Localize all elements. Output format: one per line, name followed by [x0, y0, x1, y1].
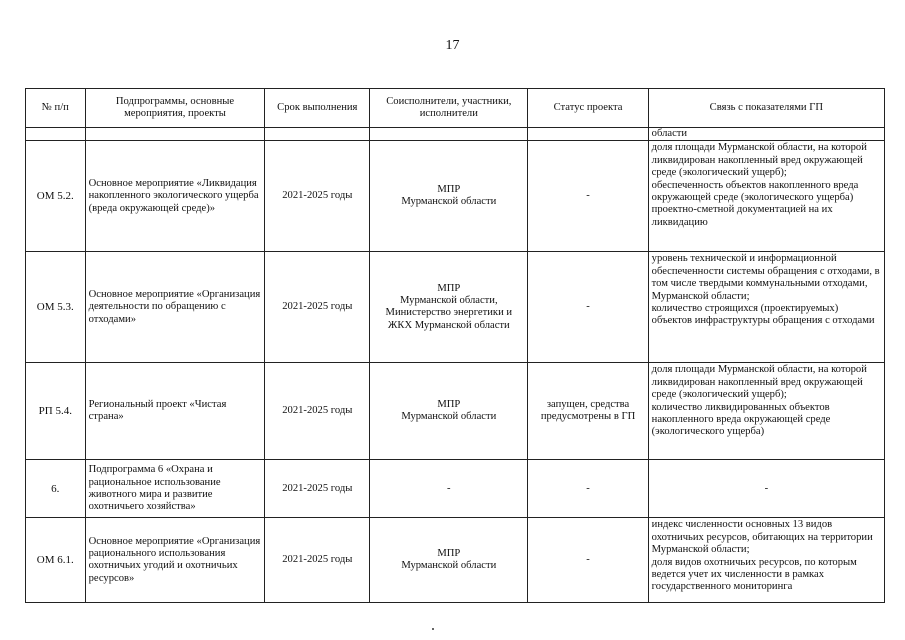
- cell-indicators: доля площади Мурманской области, на которой ликвидирован накопленный вред окружающей среде (экологический ущерб); обеспеченность объектов накопленного вреда окружающей среде (экологического ущерба) проектно-сметной документацией на их ликвидацию: [648, 141, 884, 252]
- cell-executors: -: [370, 460, 528, 518]
- cell-num: [26, 128, 86, 141]
- cell-term: [265, 128, 370, 141]
- cell-executors: МПР Мурманской области: [370, 141, 528, 252]
- cell-name: Региональный проект «Чистая страна»: [85, 363, 265, 460]
- header-row: [26, 89, 885, 128]
- cell-indicators: доля площади Мурманской области, на которой ликвидирован накопленный вред окружающей среде (экологический ущерб); количество ликвидированных объектов накопленного вреда окружающей среде (экологического ущерба): [648, 363, 884, 460]
- cell-name: Основное мероприятие «Организация деятельности по обращению с отходами»: [85, 252, 265, 363]
- cell-status: [528, 128, 648, 141]
- cell-executors: МПР Мурманской области: [370, 518, 528, 603]
- cell-term: 2021-2025 годы: [265, 363, 370, 460]
- cell-term: 2021-2025 годы: [265, 141, 370, 252]
- header-name: Подпрограммы, основные мероприятия, проекты: [85, 89, 265, 128]
- cell-status: -: [528, 460, 648, 518]
- cell-num: РП 5.4.: [26, 363, 86, 460]
- cell-num: 6.: [26, 460, 86, 518]
- cell-executors: МПР Мурманской области, Министерство энергетики и ЖКХ Мурманской области: [370, 252, 528, 363]
- cell-status: -: [528, 252, 648, 363]
- cell-name: [85, 128, 265, 141]
- continuation-row: [26, 128, 885, 141]
- cell-status: запущен, средства предусмотрены в ГП: [528, 363, 648, 460]
- header-term: Срок выполнения: [265, 89, 370, 128]
- table-row: [26, 141, 885, 252]
- header-status: Статус проекта: [528, 89, 648, 128]
- cell-status: -: [528, 141, 648, 252]
- cell-indicators: области: [648, 128, 884, 141]
- page-number: 17: [445, 38, 460, 53]
- cell-indicators: уровень технической и информационной обеспеченности системы обращения с отходами, в том числе твердыми коммунальными отходами, Мурманской области; количество строящихся (проектируемых) объектов инфраструктуры обращения с отходами: [648, 252, 884, 363]
- cell-name: Основное мероприятие «Ликвидация накопленного экологического ущерба (вреда окружающей среде)»: [85, 141, 265, 252]
- scan-speck: [432, 628, 434, 630]
- cell-executors: [370, 128, 528, 141]
- measures-table: [25, 88, 885, 603]
- cell-num: ОМ 5.3.: [26, 252, 86, 363]
- cell-status: -: [528, 518, 648, 603]
- header-executors: Соисполнители, участники, исполнители: [370, 89, 528, 128]
- cell-term: 2021-2025 годы: [265, 518, 370, 603]
- table-row: [26, 518, 885, 603]
- table-row: [26, 460, 885, 518]
- cell-indicators: -: [648, 460, 884, 518]
- table-row: [26, 363, 885, 460]
- cell-num: ОМ 6.1.: [26, 518, 86, 603]
- header-num: № п/п: [26, 89, 86, 128]
- cell-num: ОМ 5.2.: [26, 141, 86, 252]
- cell-name: Основное мероприятие «Организация рационального использования охотничьих угодий и охотничьих ресурсов»: [85, 518, 265, 603]
- cell-term: 2021-2025 годы: [265, 460, 370, 518]
- cell-term: 2021-2025 годы: [265, 252, 370, 363]
- cell-indicators: индекс численности основных 13 видов охотничьих ресурсов, обитающих на территории Мурманской области; доля видов охотничьих ресурсов, по которым ведется учет их численности в рамках государственного мониторинга: [648, 518, 884, 603]
- cell-name: Подпрограмма 6 «Охрана и рациональное использование животного мира и развитие охотничьего хозяйства»: [85, 460, 265, 518]
- table-row: [26, 252, 885, 363]
- cell-executors: МПР Мурманской области: [370, 363, 528, 460]
- header-indicators: Связь с показателями ГП: [648, 89, 884, 128]
